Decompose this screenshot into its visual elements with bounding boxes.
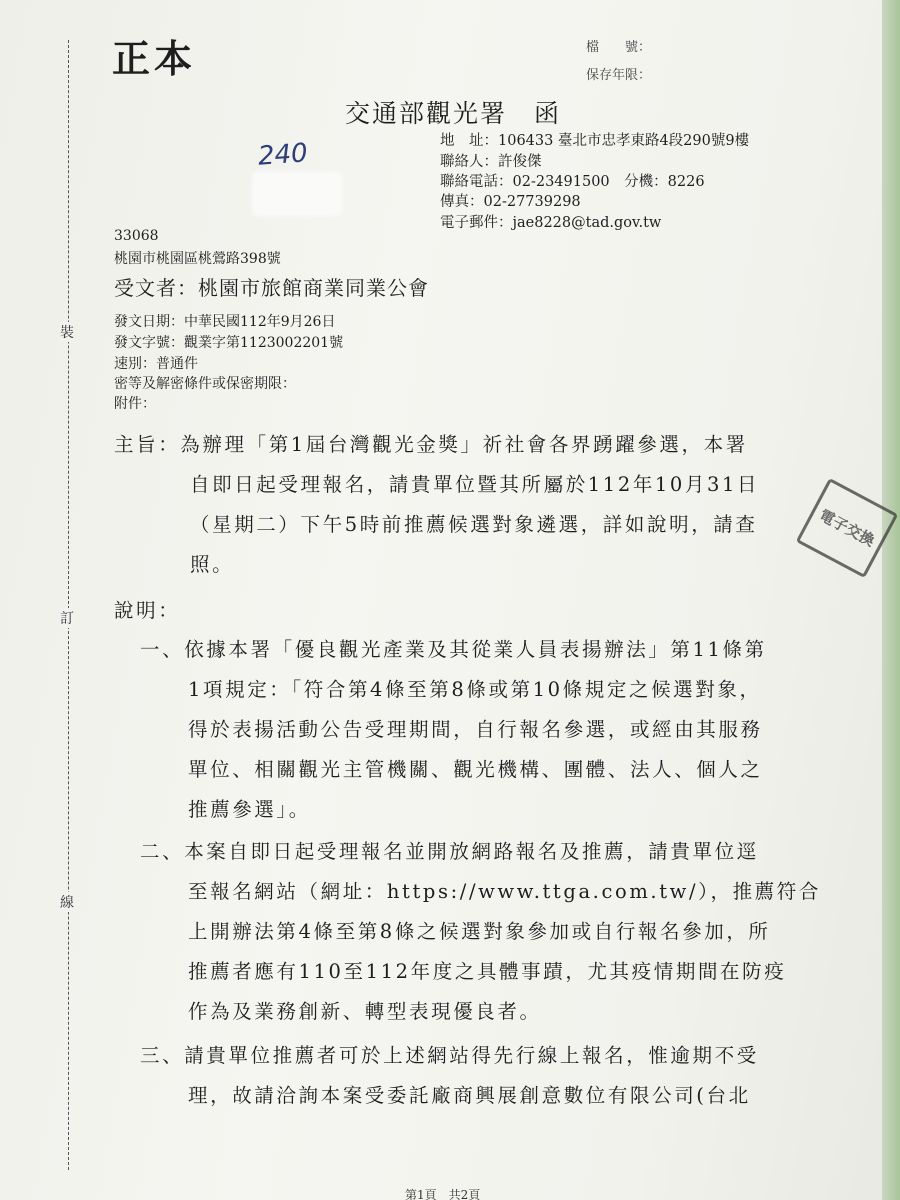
contact-email: 電子郵件：jae8228@tad.gov.tw: [440, 215, 662, 231]
secrecy-level: 密等及解密條件或保密期限：: [114, 376, 296, 392]
subject-line-4: 照。: [190, 553, 235, 576]
delivery-speed: 速別：普通件: [114, 356, 198, 372]
subject-line-3: （星期二）下午5時前推薦候選對象遴選，詳如說明，請查: [190, 513, 758, 536]
binding-mark-ding: 訂: [60, 608, 74, 628]
subject-line-2: 自即日起受理報名，請貴單位暨其所屬於112年10月31日: [190, 473, 760, 496]
page-footer: 第1頁 共2頁: [405, 1188, 481, 1200]
item2-line-3: 上開辦法第4條至第8條之候選對象參加或自行報名參加，所: [188, 920, 771, 943]
contact-person: 聯絡人：許俊傑: [440, 154, 542, 170]
binding-line: [68, 40, 69, 1170]
file-number-label: 檔 號：: [586, 40, 652, 55]
item1-line-5: 推薦參選」。: [188, 798, 311, 821]
item3-line-2: 理，故請洽詢本案受委託廠商興展創意數位有限公司(台北: [188, 1084, 751, 1107]
item2-line-5: 作為及業務創新、轉型表現優良者。: [188, 1000, 542, 1023]
item1-line-2: 1項規定：「符合第4條至第8條或第10條規定之候選對象，: [188, 678, 762, 701]
subject-line-1: 主旨：為辦理「第1屆台灣觀光金獎」祈社會各界踴躍參選，本署: [114, 433, 748, 456]
agency-address: 地 址：106433 臺北市忠孝東路4段290號9樓: [440, 133, 750, 149]
item1-line-4: 單位、相關觀光主管機關、觀光機構、團體、法人、個人之: [188, 758, 763, 781]
electronic-exchange-stamp: 電子交換: [796, 478, 899, 578]
attachment: 附件：: [114, 396, 156, 412]
agency-title: 交通部觀光署 函: [345, 99, 562, 128]
contact-phone: 聯絡電話：02-23491500 分機：8226: [440, 174, 705, 190]
item2-line-4: 推薦者應有110至112年度之具體事蹟，尤其疫情期間在防疫: [188, 960, 787, 983]
background-edge: [882, 0, 900, 1200]
recipient-address: 桃園市桃園區桃鶯路398號: [114, 251, 281, 267]
retention-label: 保存年限：: [586, 68, 652, 83]
item2-line-1: 二、本案自即日起受理報名並開放網路報名及推薦，請貴單位逕: [140, 840, 759, 863]
issue-date: 發文日期：中華民國112年9月26日: [114, 314, 336, 330]
explanation-heading: 說明：: [114, 599, 181, 622]
item1-line-1: 一、依據本署「優良觀光產業及其從業人員表揚辦法」第11條第: [140, 638, 767, 661]
document-number: 發文字號：觀業字第1123002201號: [114, 335, 344, 351]
item1-line-3: 得於表揚活動公告受理期間，自行報名參選，或經由其服務: [188, 718, 763, 741]
binding-mark-xian: 線: [60, 892, 74, 912]
recipient-zip: 33068: [114, 228, 159, 244]
original-copy-mark: 正本: [112, 36, 197, 81]
recipient-name: 受文者：桃園市旅館商業同業公會: [114, 276, 429, 300]
item2-line-2: 至報名網站（網址：https://www.ttga.com.tw/），推薦符合: [188, 880, 821, 903]
contact-fax: 傳真：02-27739298: [440, 194, 581, 210]
item3-line-1: 三、請貴單位推薦者可於上述網站得先行線上報名，惟逾期不受: [140, 1044, 759, 1067]
binding-mark-zhuang: 裝: [60, 322, 74, 342]
handwritten-number: 240: [257, 138, 309, 172]
redacted-area: [252, 172, 342, 216]
